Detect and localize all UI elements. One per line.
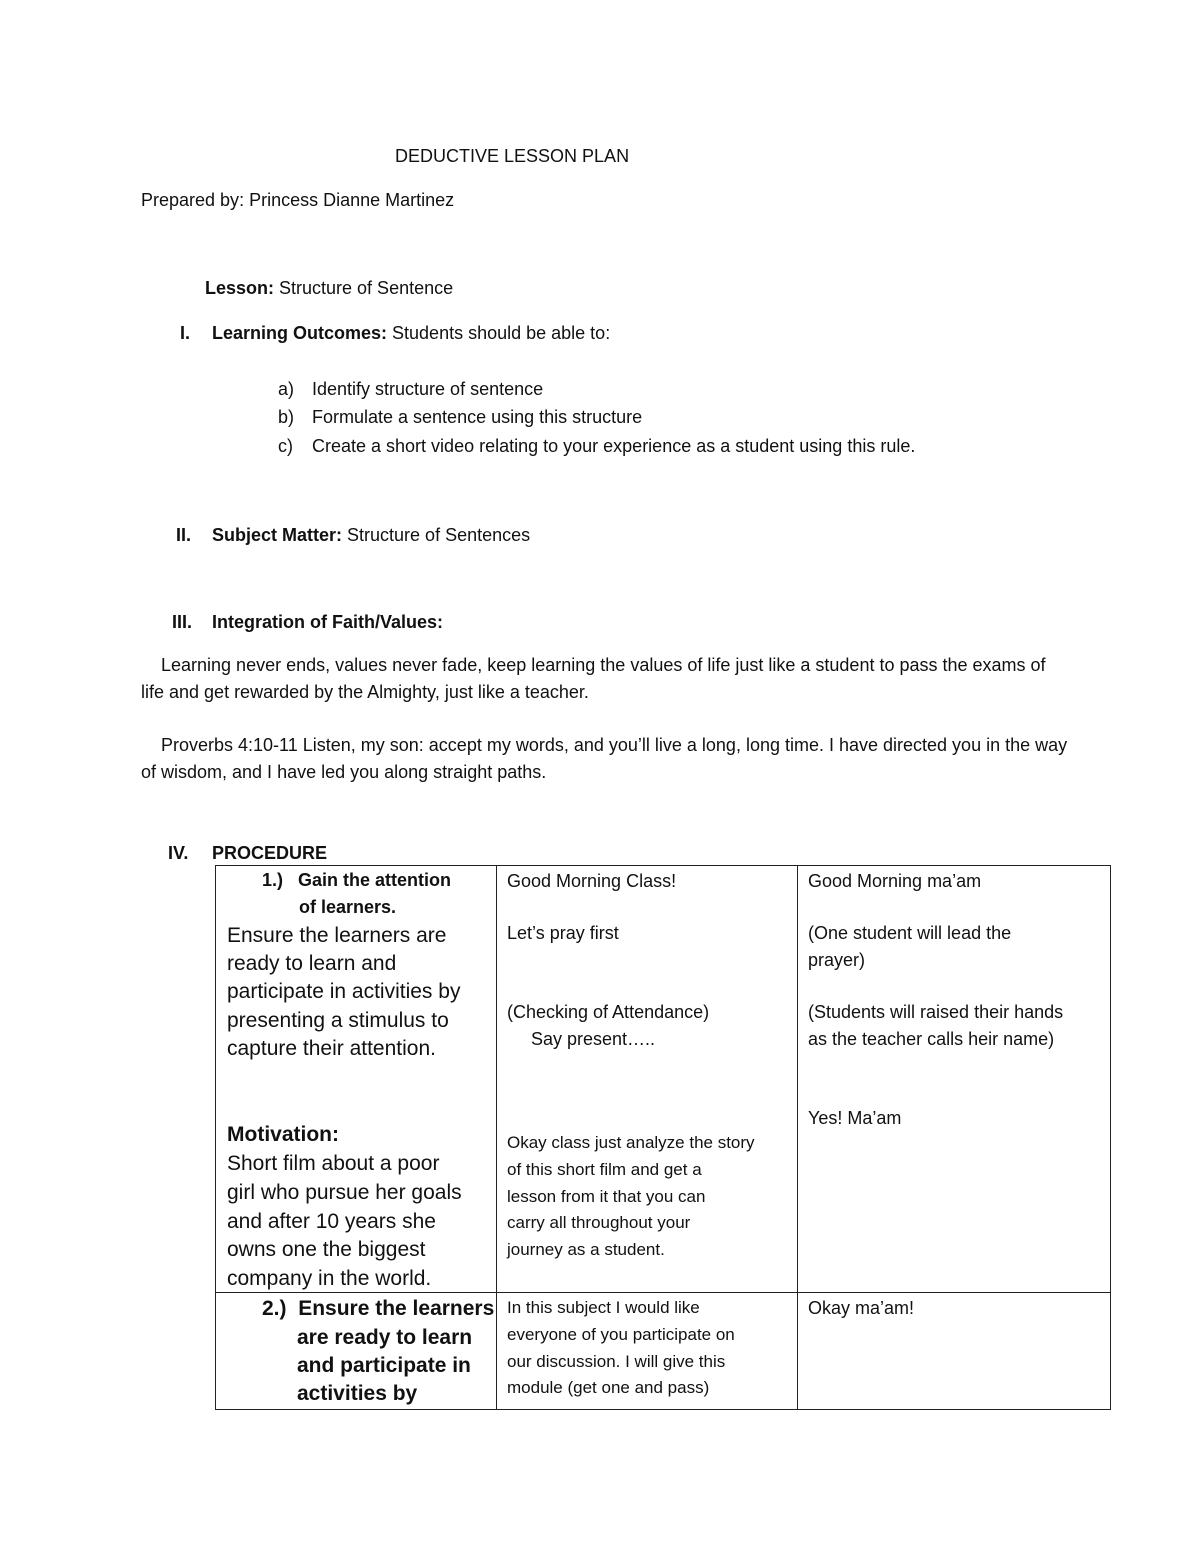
section-label: Learning Outcomes:: [212, 323, 388, 343]
step-heading: Ensure the learners: [298, 1297, 495, 1320]
values-paragraph: Learning never ends, values never fade, keep learning the values of life just like a student to pass the exams of life and get rewarded by the Almighty, just like a teacher.: [141, 655, 1046, 702]
teacher-line: journey as a student.: [507, 1240, 665, 1259]
table-cell: [798, 866, 1111, 1293]
table-row: [216, 866, 1111, 1293]
table-cell: [497, 866, 798, 1293]
step-number: 2.): [262, 1297, 287, 1320]
student-line: Yes! Ma’am: [808, 1108, 902, 1128]
step-desc: Ensure the learners are: [227, 924, 447, 947]
prepared-by-value: : Princess Dianne Martinez: [239, 190, 455, 210]
section-procedure: [168, 842, 327, 864]
step-number: 1.): [262, 870, 284, 890]
teacher-line: Let’s pray first: [507, 923, 619, 943]
lesson-line: [205, 277, 453, 299]
prepared-by: [141, 189, 454, 211]
table-cell: [497, 1293, 798, 1410]
motivation-text: and after 10 years she: [227, 1210, 436, 1233]
step-heading: are ready to learn: [297, 1326, 473, 1349]
section-value: Students should be able to:: [387, 323, 611, 343]
section-number: IV.: [168, 843, 189, 863]
list-item: b) Formulate a sentence using this structure: [278, 407, 643, 427]
step-desc: participate in activities by: [227, 980, 461, 1003]
lesson-label: Lesson:: [205, 278, 275, 298]
list-item: a) Identify structure of sentence: [278, 379, 544, 399]
student-line: prayer): [808, 950, 866, 970]
student-line: as the teacher calls heir name): [808, 1029, 1055, 1049]
section-label: Integration of Faith/Values:: [212, 612, 444, 632]
teacher-line: Good Morning Class!: [507, 871, 677, 891]
teacher-line: of this short film and get a: [507, 1160, 702, 1179]
section-number: II.: [176, 525, 192, 545]
prepared-by-label: Prepared by: [141, 190, 240, 210]
motivation-text: girl who pursue her goals: [227, 1181, 462, 1204]
teacher-line: our discussion. I will give this: [507, 1352, 726, 1371]
table-row: [216, 1293, 1111, 1410]
step-heading: and participate in: [297, 1354, 471, 1377]
teacher-line: In this subject I would like: [507, 1298, 700, 1317]
table-cell: [216, 1293, 497, 1410]
student-line: Okay ma’am!: [808, 1298, 915, 1318]
section-integration: [172, 611, 443, 633]
step-heading: of learners.: [299, 897, 397, 917]
motivation-text: Short film about a poor: [227, 1152, 440, 1175]
step-heading: activities by: [297, 1382, 418, 1405]
teacher-line: lesson from it that you can: [507, 1187, 706, 1206]
section-number: III.: [172, 612, 193, 632]
teacher-line: (Checking of Attendance): [507, 1002, 710, 1022]
step-desc: ready to learn and: [227, 952, 397, 975]
step-desc: capture their attention.: [227, 1037, 436, 1060]
section-value: Structure of Sentences: [342, 525, 531, 545]
section-learning-outcomes: [180, 322, 610, 344]
teacher-line: Say present…..: [531, 1029, 656, 1049]
proverbs-paragraph: Proverbs 4:10-11 Listen, my son: accept my words, and you’ll live a long, long time. I have directed you in the way of wisdom, and I have led you along straight paths.: [141, 735, 1068, 782]
section-number: I.: [180, 323, 191, 343]
teacher-line: everyone of you participate on: [507, 1325, 735, 1344]
section-label: Subject Matter:: [212, 525, 343, 545]
student-line: (One student will lead the: [808, 923, 1012, 943]
motivation-text: owns one the biggest: [227, 1238, 426, 1261]
procedure-table: [215, 865, 1111, 1410]
step-heading: Gain the attention: [298, 870, 452, 890]
table-cell: [216, 866, 497, 1293]
section-subject-matter: [176, 524, 530, 546]
page-title: DEDUCTIVE LESSON PLAN: [395, 146, 630, 166]
student-line: Good Morning ma’am: [808, 871, 982, 891]
section-label: PROCEDURE: [212, 843, 328, 863]
lesson-value: Structure of Sentence: [274, 278, 454, 298]
motivation-text: company in the world.: [227, 1267, 432, 1290]
student-line: (Students will raised their hands: [808, 1002, 1064, 1022]
step-desc: presenting a stimulus to: [227, 1009, 449, 1032]
teacher-line: module (get one and pass): [507, 1378, 710, 1397]
motivation-label: Motivation:: [227, 1123, 339, 1146]
teacher-line: Okay class just analyze the story: [507, 1133, 755, 1152]
teacher-line: carry all throughout your: [507, 1213, 691, 1232]
list-item: c) Create a short video relating to your experience as a student using this rule.: [278, 436, 916, 456]
table-cell: [798, 1293, 1111, 1410]
